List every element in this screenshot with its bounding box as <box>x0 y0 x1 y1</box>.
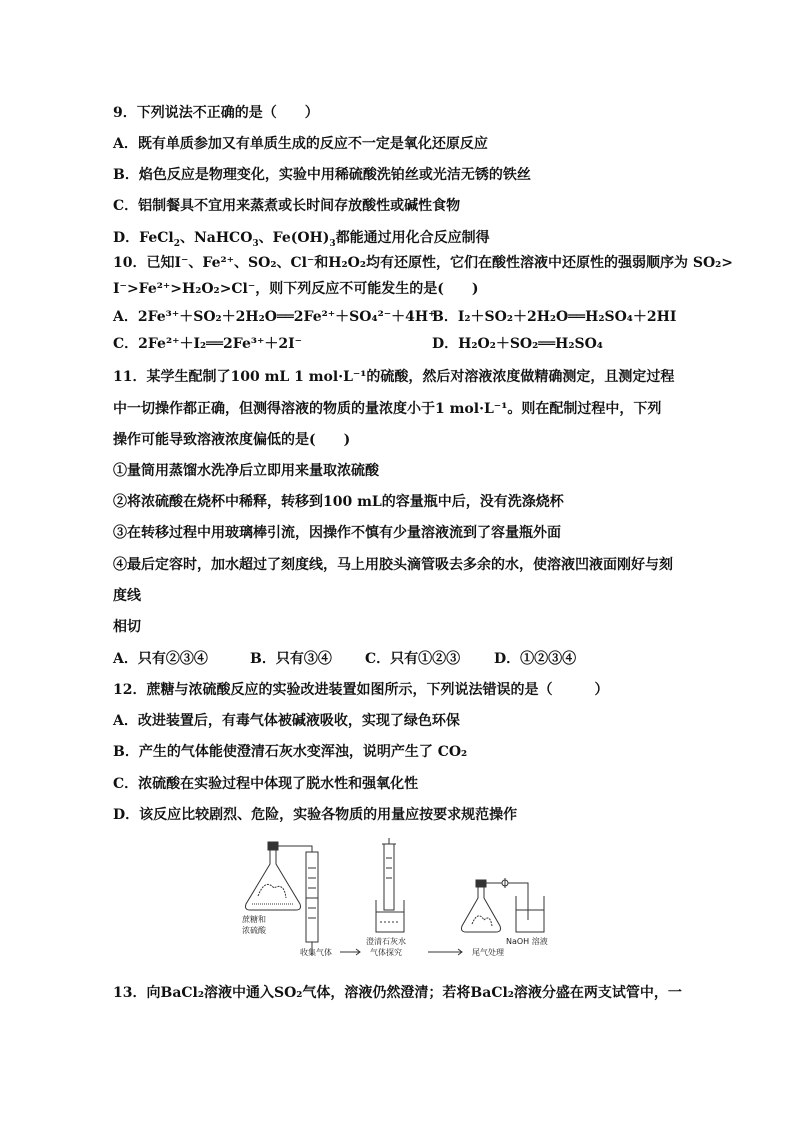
q9-option-a: A．既有单质参加又有单质生成的反应不一定是氧化还原反应 <box>113 136 488 152</box>
q12-option-a: A．改进装置后，有毒气体被碱液吸收，实现了绿色环保 <box>113 713 460 729</box>
conical-flask-icon <box>246 842 301 910</box>
label-naoh: NaOH 溶液 <box>506 937 548 946</box>
label-limewater: 澄清石灰水 <box>366 937 406 946</box>
q10-option-c: C．2Fe²⁺＋I₂══2Fe³⁺＋2I⁻ <box>113 336 303 352</box>
q11-item-3: ③在转移过程中用玻璃棒引流，因操作不慎有少量溶液流到了容量瓶外面 <box>113 525 561 541</box>
q11-item-4: ④最后定容时，加水超过了刻度线，马上用胶头滴管吸去多余的水，使溶液凹液面刚好与刻 <box>113 557 673 573</box>
q11-stem-line2: 中一切操作都正确，但测得溶液的物质的量浓度小于1 mol·L⁻¹。则在配制过程中，下列 <box>113 401 662 417</box>
q11-option-c: C．只有①②③ <box>365 651 461 667</box>
arrow-icon <box>340 949 360 955</box>
syringe-limewater-icon <box>376 838 404 932</box>
q11-option-b: B．只有③④ <box>250 651 332 667</box>
q10-option-b: B．I₂＋SO₂＋2H₂O══H₂SO₄＋2HI <box>432 309 677 325</box>
q12-option-d: D．该反应比较剧烈、危险，实验各物质的用量应按要求规范操作 <box>113 807 518 823</box>
q9-option-d: D．FeCl$_2$、NaHCO$_3$、$Fe(OH)_3$都能通过用化合反应制得 <box>113 230 490 249</box>
q9-stem: 9．下列说法不正确的是（ ） <box>113 105 319 121</box>
q11-item-2: ②将浓硫酸在烧杯中稀释，转移到100 mL的容量瓶中后，没有洗涤烧杯 <box>113 494 564 510</box>
arrow-icon <box>428 949 462 955</box>
q10-option-a: A．2Fe³⁺＋SO₂＋2H₂O══2Fe²⁺＋SO₄²⁻＋4H⁺ <box>113 309 436 325</box>
q11-option-a: A．只有②③④ <box>113 651 208 667</box>
q11-item-4-end: 相切 <box>113 619 141 635</box>
q11-item-4-cont: 度线 <box>113 588 141 604</box>
step-collect: 收集气体 <box>300 948 332 957</box>
q11-item-1: ①量筒用蒸馏水洗净后立即用来量取浓硫酸 <box>113 463 379 479</box>
q13-stem: 13．向BaCl₂溶液中通入SO₂气体，溶液仍然澄清；若将BaCl₂溶液分盛在两支试管中，一 <box>113 985 682 1001</box>
step-explore: 气体探究 <box>370 948 402 957</box>
delivery-tube <box>276 846 312 852</box>
q12-stem: 12．蔗糖与浓硫酸反应的实验改进装置如图所示，下列说法错误的是（ ） <box>113 682 609 698</box>
apparatus-figure <box>232 838 562 968</box>
q11-option-d: D．①②③④ <box>494 651 577 667</box>
q9-option-b: B．焰色反应是物理变化，实验中用稀硫酸洗铂丝或光洁无锈的铁丝 <box>113 167 531 183</box>
q11-stem-line3: 操作可能导致溶液浓度偏低的是( ) <box>113 432 351 448</box>
label-sugar-2: 浓硫酸 <box>242 926 266 935</box>
step-treat: 尾气处理 <box>472 948 504 957</box>
beaker-naoh-icon <box>516 896 544 932</box>
q10-stem-line2: I⁻>Fe²⁺>H₂O₂>Cl⁻，则下列反应不可能发生的是( ) <box>113 281 479 297</box>
q12-option-c: C．浓硫酸在实验过程中体现了脱水性和强氧化性 <box>113 776 419 792</box>
syringe-icon <box>306 852 318 956</box>
q10-stem-line1: 10．已知I⁻、Fe²⁺、SO₂、Cl⁻和H₂O₂均有还原性，它们在酸性溶液中还原性的强弱顺序为 SO₂> <box>113 255 734 271</box>
q9-option-c: C．铝制餐具不宜用来蒸煮或长时间存放酸性或碱性食物 <box>113 198 461 214</box>
q11-stem-line1: 11．某学生配制了100 mL 1 mol·L⁻¹的硫酸，然后对溶液浓度做精确测定，且测定过程 <box>113 369 675 385</box>
q10-option-d: D．H₂O₂＋SO₂══H₂SO₄ <box>432 336 603 352</box>
label-sugar-1: 蔗糖和 <box>242 915 266 924</box>
q12-option-b: B．产生的气体能使澄清石灰水变浑浊，说明产生了 CO₂ <box>113 744 468 760</box>
conical-flask-icon <box>462 878 529 932</box>
